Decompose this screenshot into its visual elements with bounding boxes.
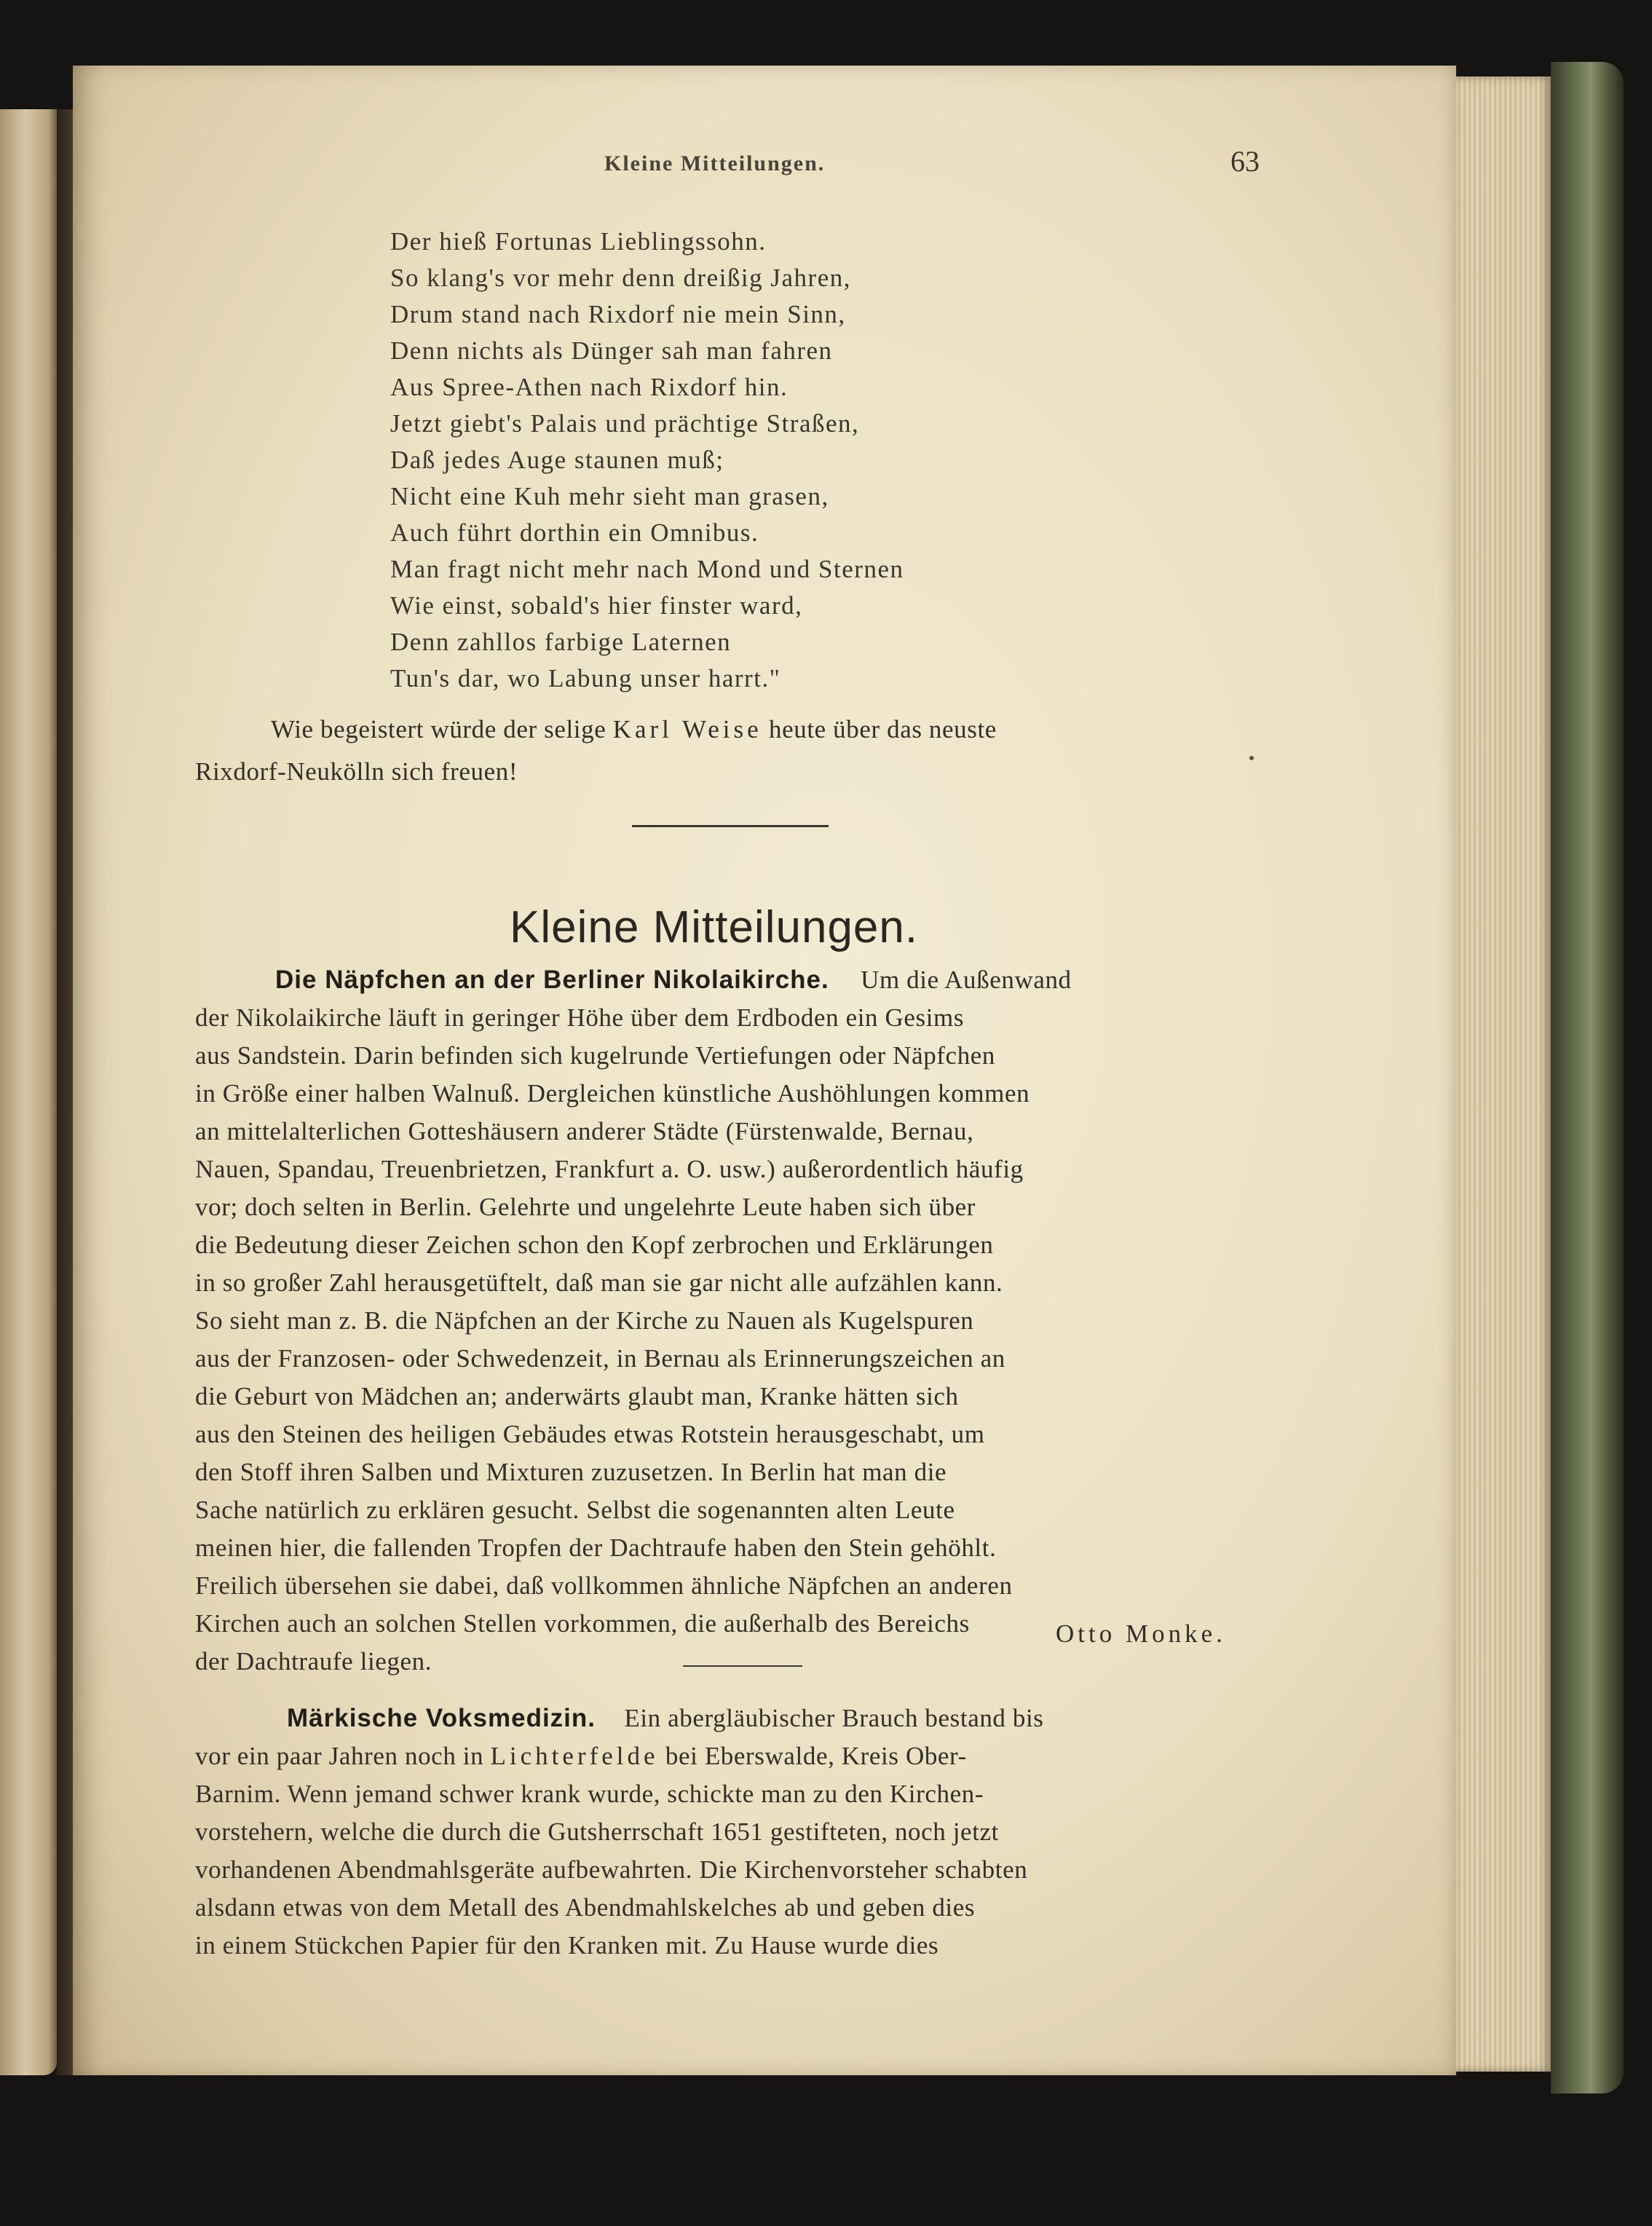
book-cover-edge — [1551, 62, 1624, 2093]
left-page-edge — [0, 109, 57, 2075]
article-line: Kirchen auch an solchen Stellen vorkommen, die außerhalb des Bereichs — [195, 1609, 970, 1638]
person-name: Karl Weise — [612, 715, 762, 743]
poem-line: Denn nichts als Dünger sah man fahren — [390, 336, 833, 365]
article-text: Um die Außenwand — [861, 966, 1072, 994]
page-block-edge — [1456, 76, 1551, 2072]
poem-line: Man fragt nicht mehr nach Mond und Sternen — [390, 555, 904, 583]
book-page — [73, 66, 1456, 2075]
article-line: Nauen, Spandau, Treuenbrietzen, Frankfurt a. O. usw.) außerordentlich häufig — [195, 1155, 1024, 1183]
section-divider — [632, 825, 829, 827]
article-author: Otto Monke. — [1056, 1619, 1226, 1648]
closing-text: Wie begeistert würde der selige — [271, 715, 613, 743]
article-first-line — [287, 1704, 1273, 1733]
article-line: in so großer Zahl herausgetüftelt, daß man sie gar nicht alle aufzählen kann. — [195, 1268, 1003, 1297]
article-line: vorhandenen Abendmahlsgeräte aufbewahrten. Die Kirchenvorsteher schabten — [195, 1855, 1028, 1884]
closing-line — [271, 715, 1276, 744]
article-line: der Nikolaikirche läuft in geringer Höhe über dem Erdboden ein Gesims — [195, 1003, 965, 1032]
article-line: aus den Steinen des heiligen Gebäudes etwas Rotstein herausgeschabt, um — [195, 1420, 985, 1448]
article-line: aus der Franzosen- oder Schwedenzeit, in Bernau als Erinnerungszeichen an — [195, 1344, 1005, 1373]
article-headline: Märkische Voksmedizin. — [287, 1704, 596, 1732]
place-name: Lichterfelde — [490, 1742, 659, 1770]
article-line: die Bedeutung dieser Zeichen schon den Kopf zerbrochen und Erklärungen — [195, 1231, 994, 1259]
poem-line: Denn zahllos farbige Laternen — [390, 628, 732, 656]
ink-dot — [1249, 756, 1254, 760]
poem-line: Jetzt giebt's Palais und prächtige Straßen, — [390, 409, 860, 438]
poem-line: Der hieß Fortunas Lieblingssohn. — [390, 227, 767, 256]
article-divider — [683, 1665, 802, 1667]
poem-line: Wie einst, sobald's hier finster ward, — [390, 591, 803, 620]
article-line: an mittelalterlichen Gotteshäusern anderer Städte (Fürstenwalde, Bernau, — [195, 1117, 974, 1145]
article-line: alsdann etwas von dem Metall des Abendmahlskelches ab und geben dies — [195, 1893, 976, 1922]
article-line: Freilich übersehen sie dabei, daß vollkommen ähnliche Näpfchen an anderen — [195, 1571, 1013, 1600]
closing-line: Rixdorf-Neukölln sich freuen! — [195, 757, 518, 786]
page-number: 63 — [1230, 145, 1260, 178]
article-line: aus Sandstein. Darin befinden sich kugelrunde Vertiefungen oder Näpfchen — [195, 1041, 996, 1070]
article-line: meinen hier, die fallenden Tropfen der Dachtraufe haben den Stein gehöhlt. — [195, 1534, 997, 1562]
article-line: vor; doch selten in Berlin. Gelehrte und ungelehrte Leute haben sich über — [195, 1193, 976, 1221]
article-line: den Stoff ihren Salben und Mixturen zuzusetzen. In Berlin hat man die — [195, 1458, 947, 1486]
poem-line: Auch führt dorthin ein Omnibus. — [390, 518, 759, 547]
article-line: Sache natürlich zu erklären gesucht. Selbst die sogenannten alten Leute — [195, 1496, 955, 1524]
poem-line: Aus Spree-Athen nach Rixdorf hin. — [390, 373, 789, 401]
article-line: in einem Stückchen Papier für den Kranken mit. Zu Hause wurde dies — [195, 1931, 939, 1959]
section-title: Kleine Mitteilungen. — [510, 902, 919, 952]
article-text: Ein abergläubischer Brauch bestand bis — [624, 1704, 1044, 1732]
article-line — [195, 1742, 1273, 1771]
article-line: in Größe einer halben Walnuß. Dergleichen künstliche Aushöhlungen kommen — [195, 1079, 1030, 1108]
article-line: die Geburt von Mädchen an; anderwärts glaubt man, Kranke hätten sich — [195, 1382, 959, 1410]
article-line: Barnim. Wenn jemand schwer krank wurde, schickte man zu den Kirchen- — [195, 1780, 984, 1808]
running-head: Kleine Mitteilungen. — [604, 151, 826, 175]
poem-line: So klang's vor mehr denn dreißig Jahren, — [390, 264, 851, 292]
article-text: bei Eberswalde, Kreis Ober- — [658, 1742, 967, 1770]
poem-line: Drum stand nach Rixdorf nie mein Sinn, — [390, 300, 846, 328]
poem-line: Daß jedes Auge staunen muß; — [390, 446, 724, 474]
article-first-line — [275, 966, 1273, 995]
poem-line: Tun's dar, wo Labung unser harrt." — [390, 664, 781, 692]
article-text: vor ein paar Jahren noch in — [195, 1742, 491, 1770]
poem-line: Nicht eine Kuh mehr sieht man grasen, — [390, 482, 829, 510]
article-line: vorstehern, welche die durch die Gutsherrschaft 1651 gestifteten, noch jetzt — [195, 1817, 999, 1846]
article-line: So sieht man z. B. die Näpfchen an der Kirche zu Nauen als Kugelspuren — [195, 1306, 974, 1335]
article-line: der Dachtraufe liegen. — [195, 1647, 432, 1676]
closing-text: heute über das neuste — [762, 715, 997, 743]
article-headline: Die Näpfchen an der Berliner Nikolaikirche. — [275, 966, 829, 994]
